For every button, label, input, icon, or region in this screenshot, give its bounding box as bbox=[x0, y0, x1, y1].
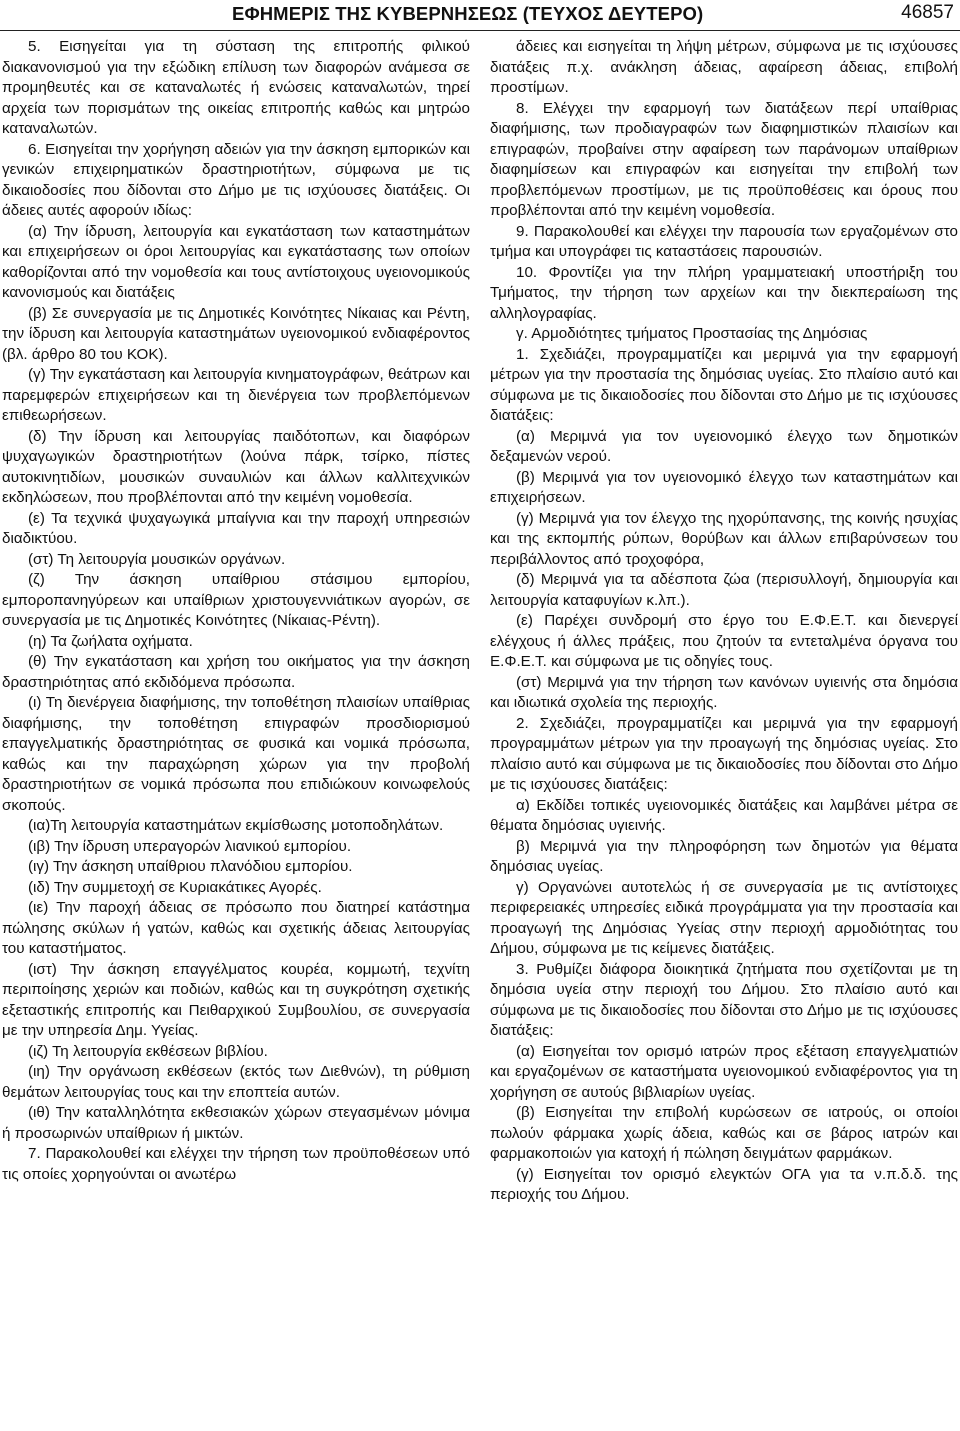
paragraph: γ) Οργανώνει αυτοτελώς ή σε συνεργασία με τις αντίστοιχες περιφερειακές υπηρεσίες ειδικά προγράμματα για την προστασία και προαγωγή της Δημόσιας Υγείας στην περιοχή αρμοδιότητας του Δήμου, σύμφωνα με τις κείμενες διατάξεις. bbox=[490, 878, 958, 957]
right-column bbox=[490, 37, 958, 1206]
paragraph: (δ) Μεριμνά για τα αδέσποτα ζώα (περισυλλογή, δημιουργία και λειτουργία καταφυγίων κ.λπ.). bbox=[490, 571, 958, 609]
paragraph: β) Μεριμνά για την πληροφόρηση των δημοτών για θέματα δημόσιας υγείας. bbox=[490, 837, 958, 875]
paragraph: (θ) Την εγκατάσταση και χρήση του οικήματος για την άσκηση δραστηριότητας από εκδιδόμενα πρόσωπα. bbox=[2, 653, 470, 691]
paragraph: (δ) Την ίδρυση και λειτουργίας παιδότοπων, και διαφόρων ψυχαγωγικών δραστηριοτήτων (λούνα πάρκ, τσίρκο, πίστες αυτοκινητιδίων, μουσικών συναυλιών και άλλων καλλιτεχνικών εκδηλώσεων, που προβλέπονται από την κειμένη νομοθεσία. bbox=[2, 427, 470, 506]
paragraph: 7. Παρακολουθεί και ελέγχει την τήρηση των προϋποθέσεων υπό τις οποίες χορηγούνται οι ανωτέρω bbox=[2, 1145, 470, 1183]
paragraph: (γ) Την εγκατάσταση και λειτουργία κινηματογράφων, θεάτρων και παρεμφερών επιχειρήσεων και τη διενέργεια των προβλεπόμενων επιθεωρήσεων. bbox=[2, 366, 470, 424]
paragraph: (ιγ) Την άσκηση υπαίθριου πλανόδιου εμπορίου. bbox=[28, 858, 353, 875]
page-number: 46857 bbox=[901, 2, 954, 23]
paragraph: (α) Μεριμνά για τον υγειονομικό έλεγχο των δημοτικών δεξαμενών νερού. bbox=[490, 427, 958, 465]
paragraph: (ιβ) Την ίδρυση υπεραγορών λιανικού εμπορίου. bbox=[28, 837, 352, 855]
paragraph: (γ) Εισηγείται τον ορισμό ελεγκτών ΟΓΑ για τα ν.π.δ.δ. της περιοχής του Δήμου. bbox=[490, 1165, 958, 1203]
page-header bbox=[0, 0, 960, 31]
paragraph: (ιστ) Την άσκηση επαγγέλματος κουρέα, κομμωτή, τεχνίτη περιποίησης χεριών και ποδιών, καθώς και τη συγκρότηση σχετικής εξεταστικής επιτροπής και Πειθαρχικού Συμβουλίου, σε συνεργασία με την υπηρεσία Δημ. Υγείας. bbox=[2, 960, 470, 1039]
paragraph: (ιζ) Τη λειτουργία εκθέσεων βιβλίου. bbox=[28, 1042, 268, 1060]
paragraph: (ια)Τη λειτουργία καταστημάτων εκμίσθωσης μοτοποδηλάτων. bbox=[28, 817, 444, 834]
paragraph: (ε) Παρέχει συνδρομή στο έργο του Ε.Φ.Ε.Τ. και διενεργεί ελέγχους ή άλλες πράξεις, που ζητούν τα εντεταλμένα όργανα του Ε.Φ.Ε.Τ. και σύμφωνα με τις οδηγίες τους. bbox=[490, 612, 958, 670]
paragraph: (γ) Μεριμνά για τον έλεγχο της ηχορύπανσης, της κοινής ησυχίας και της εκπομπής ρύπων, θορύβων και άλλων επιβαρύνσεων του περιβάλλοντος από τροχοφόρα, bbox=[490, 509, 958, 568]
left-column bbox=[2, 37, 470, 1185]
paragraph: 9. Παρακολουθεί και ελέγχει την παρουσία των εργαζομένων στο τμήμα και υπογράφει τις καταστάσεις παρουσιών. bbox=[490, 222, 958, 260]
paragraph: (α) Την ίδρυση, λειτουργία και εγκατάσταση των καταστημάτων και επιχειρήσεων οι όροι λειτουργίας και εγκατάστασης των οποίων καθορίζονται από την νομοθεσία και τους αντίστοιχους υγειονομικούς κανονισμούς και διατάξεις bbox=[2, 222, 470, 301]
paragraph: (στ) Μεριμνά για την τήρηση των κανόνων υγιεινής στα δημόσια και ιδιωτικά σχολεία της περιοχής. bbox=[490, 673, 958, 711]
paragraph: 8. Ελέγχει την εφαρμογή των διατάξεων περί υπαίθριας διαφήμισης, των προδιαγραφών των διαφημιστικών πλαισίων και επιγραφών, προβαίνει στην αφαίρεση των παράνομων υπαίθριων διαφημίσεων και επιγραφών και εισηγείται την επιβολή των προβλεπόμενων προστίμων, με τις προϋποθέσεις και όρους που προβλέπονται από την κειμένη νομοθεσία. bbox=[490, 99, 958, 219]
paragraph: 5. Εισηγείται για τη σύσταση της επιτροπής φιλικού διακανονισμού για την εξώδικη επίλυση των διαφορών ανάμεσα σε προμηθευτές και σε καταναλωτές ή ενώσεις καταναλωτών, τηρεί αρχεία των πορισμάτων της οικείας επιτροπής καθώς και μητρώο καταναλωτών. bbox=[2, 38, 470, 137]
paragraph: (στ) Τη λειτουργία μουσικών οργάνων. bbox=[28, 550, 286, 568]
paragraph: 3. Ρυθμίζει διάφορα διοικητικά ζητήματα που σχετίζονται με τη δημόσια υγεία στην περιοχή του Δήμου. Στο πλαίσιο αυτό και σύμφωνα με τις δικαιοδοσίες που δίδονται στο Δήμο με τις ισχύουσες διατάξεις: bbox=[490, 960, 958, 1039]
paragraph: 10. Φροντίζει για την πλήρη γραμματειακή υποστήριξη του Τμήματος, την τήρηση των αρχείων και την διεκπεραίωση της αλληλογραφίας. bbox=[490, 263, 958, 322]
paragraph: (β) Σε συνεργασία με τις Δημοτικές Κοινότητες Νίκαιας και Ρέντη, την ίδρυση και λειτουργία καταστημάτων υγειονομικού ενδιαφέροντος (βλ. άρθρο 80 του ΚΟΚ). bbox=[2, 304, 470, 363]
paragraph: (ιε) Την παροχή άδειας σε πρόσωπο που διατηρεί κατάστημα πώλησης σκύλων ή γατών, καθώς και σχετικής άδειας λειτουργίας του καταστήματος. bbox=[2, 899, 470, 957]
paragraph: (ζ) Την άσκηση υπαίθριου στάσιμου εμπορίου, εμποροπανηγύρεων και υπαίθριων χριστουγεννιάτικων αγορών, σε συνεργασία με τις Δημοτικές Κοινότητες (Νίκαιας-Ρέντη). bbox=[2, 571, 470, 629]
paragraph: (η) Τα ζωήλατα οχήματα. bbox=[28, 632, 193, 650]
paragraph: (α) Εισηγείται τον ορισμό ιατρών προς εξέταση επαγγελματιών και εργαζομένων σε καταστήματα υγειονομικού ενδιαφέροντος για τη χορήγηση σε αυτούς βιβλιαρίων υγείας. bbox=[490, 1042, 958, 1101]
gazette-title: ΕΦΗΜΕΡΙΣ ΤΗΣ ΚΥΒΕΡΝΗΣΕΩΣ (ΤΕΥΧΟΣ ΔΕΥΤΕΡΟ) bbox=[232, 3, 704, 24]
paragraph: α) Εκδίδει τοπικές υγειονομικές διατάξεις και λαμβάνει μέτρα σε θέματα δημόσιας υγιεινής. bbox=[490, 796, 958, 834]
paragraph: 1. Σχεδιάζει, προγραμματίζει και μεριμνά για την εφαρμογή μέτρων για την προστασία της δημόσιας υγείας. Στο πλαίσιο αυτό και σύμφωνα με τις δικαιοδοσίες που δίδονται στο Δήμο με τις ισχύουσες διατάξεις: bbox=[490, 345, 958, 424]
paragraph: 2. Σχεδιάζει, προγραμματίζει και μεριμνά για την εφαρμογή προγραμμάτων μέτρων για την προαγωγή της δημόσιας υγείας. Στο πλαίσιο αυτό και σύμφωνα με τις δικαιοδοσίες που δίδονται στο Δήμο με τις ισχύουσες διατάξεις: bbox=[490, 714, 958, 793]
paragraph: (ε) Τα τεχνικά ψυχαγωγικά μπαίγνια και την παροχή υπηρεσιών διαδικτύου. bbox=[2, 509, 470, 547]
paragraph: 6. Εισηγείται την χορήγηση αδειών για την άσκηση εμπορικών και γενικών επιχειρηματικών δραστηριοτήτων, σύμφωνα με τις δικαιοδοσίες που δίδονται στο Δήμο με τις ισχύουσες διατάξεις. Οι άδειες αυτές αφορούν ιδίως: bbox=[2, 140, 470, 219]
paragraph: (ιδ) Την συμμετοχή σε Κυριακάτικες Αγορές. bbox=[28, 878, 322, 896]
paragraph: άδειες και εισηγείται τη λήψη μέτρων, σύμφωνα με τις ισχύουσες διατάξεις π.χ. ανάκληση άδειας, αφαίρεση άδειας, επιβολή προστίμων. bbox=[490, 38, 958, 96]
paragraph: (ιθ) Την καταλληλότητα εκθεσιακών χώρων στεγασμένων μόνιμα ή προσωρινών υπαίθριων ή μικτών. bbox=[2, 1104, 470, 1142]
paragraph: (β) Εισηγείται την επιβολή κυρώσεων σε ιατρούς, οι οποίοι πωλούν φάρμακα χωρίς άδεια, καθώς και σε βάρος ιατρών και φαρμακοποιών για κατοχή ή πώληση δειγμάτων φαρμάκων. bbox=[490, 1104, 958, 1162]
paragraph: γ. Αρμοδιότητες τμήματος Προστασίας της Δημόσιας bbox=[516, 325, 868, 342]
paragraph: (ιη) Την οργάνωση εκθέσεων (εκτός των Διεθνών), τη ρύθμιση θεμάτων λειτουργίας τους και την εποπτεία αυτών. bbox=[2, 1063, 470, 1101]
paragraph: (β) Μεριμνά για τον υγειονομικό έλεγχο των καταστημάτων και επιχειρήσεων. bbox=[490, 468, 958, 506]
paragraph: (ι) Τη διενέργεια διαφήμισης, την τοποθέτηση πλαισίων υπαίθριας διαφήμισης, την τοποθέτηση επιγραφών προσδιορισμού επαγγελματικής δραστηριότητας σε φυσικά και νομικά πρόσωπα, καθώς και την παραχώρηση χώρων για την προβολή δραστηριοτήτων σε νομικά πρόσωπα που επιδιώκουν κοινωφελούς σκοπούς. bbox=[2, 694, 470, 814]
